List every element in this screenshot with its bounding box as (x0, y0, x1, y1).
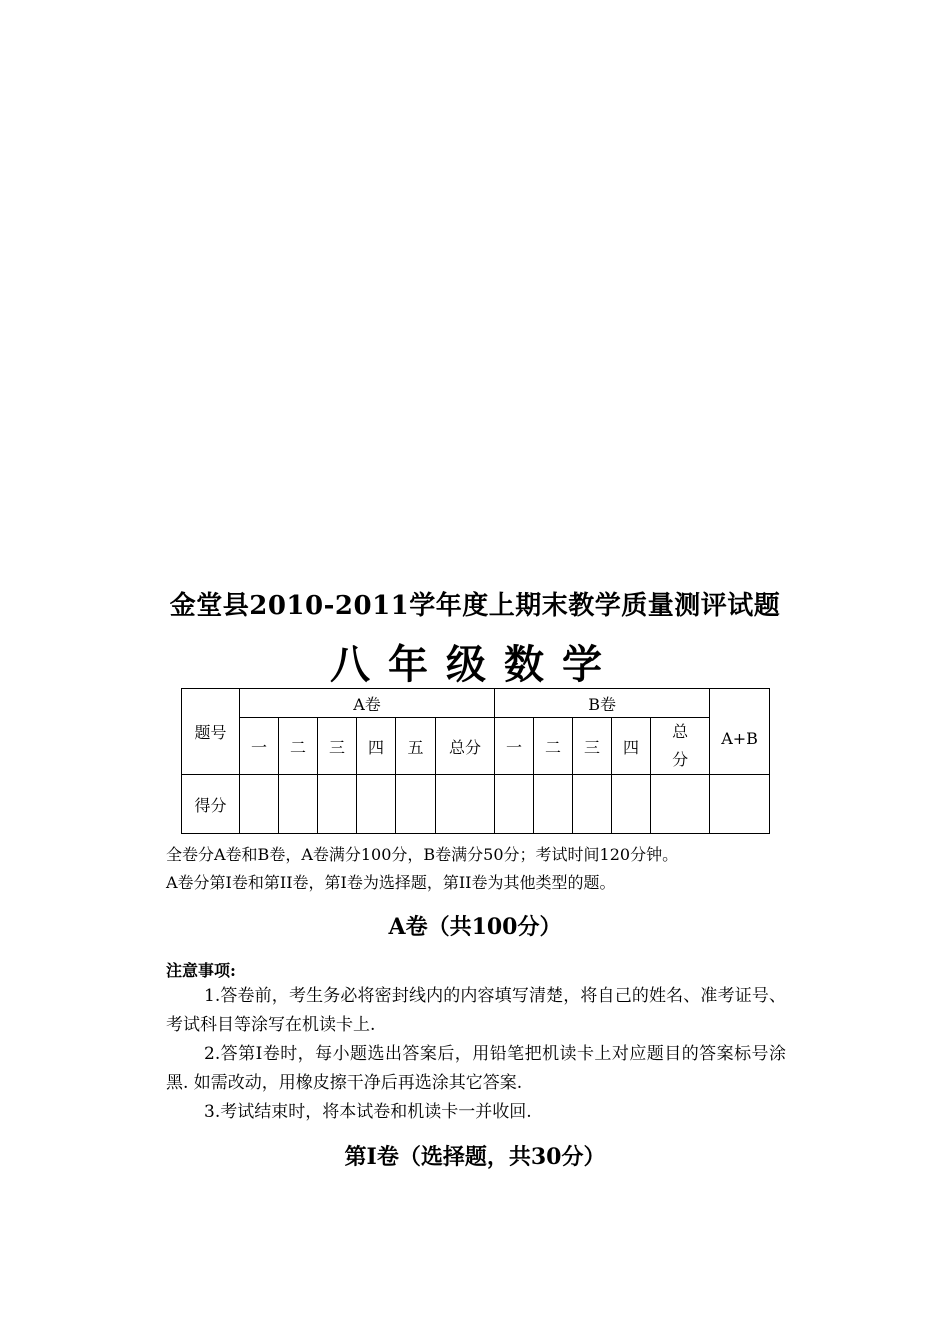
score-cell (318, 775, 357, 834)
b-col-2: 二 (534, 718, 573, 775)
score-cell (240, 775, 279, 834)
intro-line-2: A卷分第I卷和第II卷，第I卷为选择题，第II卷为其他类型的题。 (166, 873, 616, 892)
score-cell (279, 775, 318, 834)
part1-heading: 第I卷（选择题，共30分） (344, 1144, 606, 1170)
a-col-1: 一 (240, 718, 279, 775)
b-total-top: 总 (672, 722, 689, 741)
score-cell (357, 775, 396, 834)
row-header-cell: 题号 (182, 689, 240, 775)
section-a-heading: A卷（共100分） (388, 914, 562, 940)
a-col-2: 二 (279, 718, 318, 775)
score-cell (651, 775, 710, 834)
b-col-1: 一 (495, 718, 534, 775)
a-col-total: 总分 (436, 718, 495, 775)
a-col-4: 四 (357, 718, 396, 775)
score-cell (534, 775, 573, 834)
score-cell (710, 775, 770, 834)
notice-item-3: 3.考试结束时，将本试卷和机读卡一并收回. (204, 1102, 532, 1122)
exam-subtitle: 八年级数学 (330, 641, 620, 688)
total-ab-header: A+B (710, 689, 770, 775)
score-table (181, 688, 770, 834)
b-col-3: 三 (573, 718, 612, 775)
notice-item-2: 2.答第I卷时，每小题选出答案后，用铅笔把机读卡上对应题目的答案标号涂黑. 如需改动，用橡皮擦干净后再选涂其它答案. (166, 1044, 786, 1093)
notice-item-1: 1.答卷前，考生务必将密封线内的内容填写清楚，将自己的姓名、准考证号、考试科目等涂写在机读卡上. (166, 986, 786, 1035)
a-col-3: 三 (318, 718, 357, 775)
score-cell (612, 775, 651, 834)
b-col-4: 四 (612, 718, 651, 775)
exam-title: 金堂县2010-2011学年度上期末教学质量测评试题 (169, 591, 781, 621)
b-total-bottom: 分 (672, 750, 689, 769)
intro-line-1: 全卷分A卷和B卷，A卷满分100分，B卷满分50分；考试时间120分钟。 (166, 845, 679, 864)
section-b-header: B卷 (495, 689, 710, 718)
section-a-header: A卷 (240, 689, 495, 718)
score-cell (495, 775, 534, 834)
score-cell (573, 775, 612, 834)
score-cell (396, 775, 436, 834)
notice-label: 注意事项: (166, 961, 236, 980)
a-col-5: 五 (396, 718, 436, 775)
score-label-cell: 得分 (182, 775, 240, 834)
score-cell (436, 775, 495, 834)
b-col-total (651, 718, 710, 775)
